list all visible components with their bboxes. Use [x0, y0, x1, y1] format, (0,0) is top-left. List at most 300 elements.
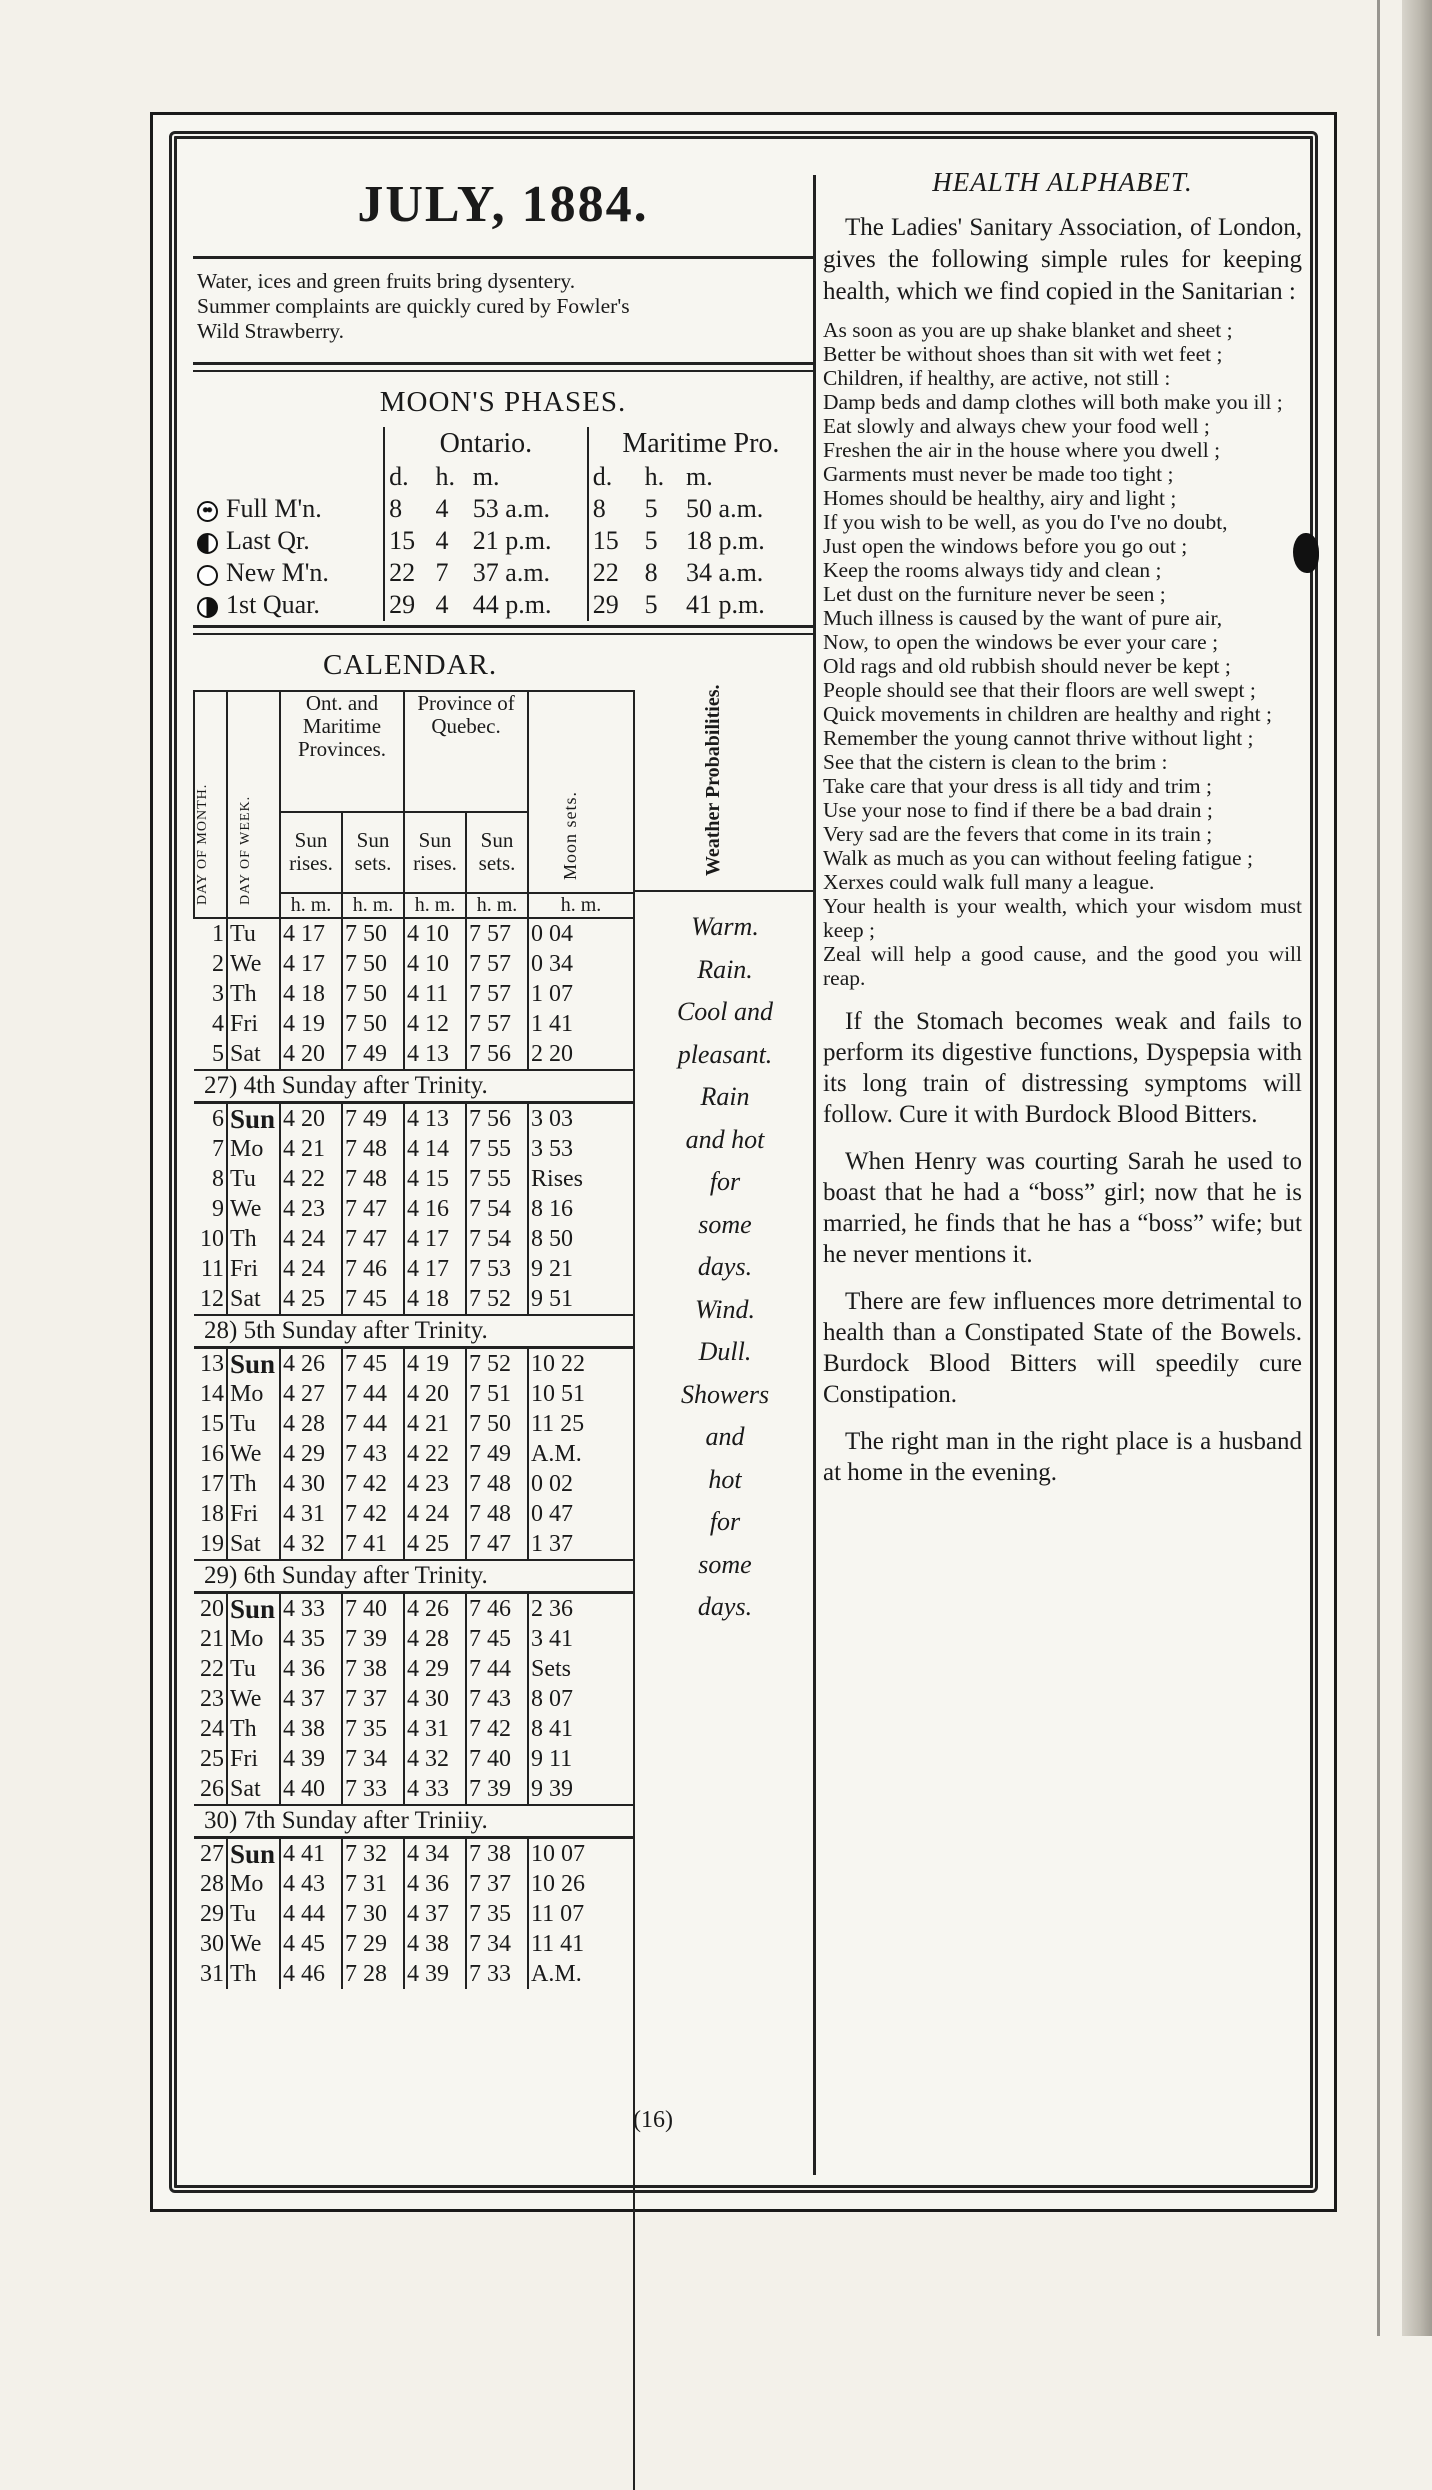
phase-minute: 18 p.m.	[686, 526, 765, 555]
weather-word: and	[705, 1422, 745, 1451]
new-moon-icon	[197, 565, 218, 586]
day-of-week: We	[227, 1684, 280, 1714]
que-sun-set: 7 45	[466, 1624, 528, 1654]
ont-sun-rise: 4 31	[280, 1499, 342, 1529]
day-of-week: Tu	[227, 1654, 280, 1684]
moon-sets: 10 51	[531, 1381, 586, 1407]
que-sun-rise: 4 13	[404, 1103, 466, 1135]
ont-sun-set: 7 39	[342, 1624, 404, 1654]
ont-sun-rise: 4 33	[280, 1593, 342, 1625]
que-sun-rise: 4 12	[404, 1009, 466, 1039]
que-sun-rise: 4 17	[404, 1224, 466, 1254]
calendar-day-row	[194, 1684, 634, 1714]
que-sun-rise: 4 22	[404, 1439, 466, 1469]
health-rule: Very sad are the fevers that come in its train ;	[823, 822, 1213, 846]
health-rule: Remember the young cannot thrive without light ;	[823, 726, 1254, 750]
moon-sets: 0 04	[531, 921, 574, 947]
sun-rises-header: Sun rises.	[280, 812, 342, 893]
left-column	[193, 145, 813, 1989]
ont-sun-set: 7 47	[342, 1224, 404, 1254]
blank-cell	[193, 427, 384, 461]
calendar-day-row	[194, 1654, 634, 1684]
que-sun-rise: 4 17	[404, 1254, 466, 1284]
que-sun-set: 7 57	[466, 1009, 528, 1039]
rule	[193, 362, 813, 372]
ont-sun-set: 7 38	[342, 1654, 404, 1684]
ont-sun-rise: 4 30	[280, 1469, 342, 1499]
day-number: 4	[194, 1009, 227, 1039]
sunday-heading-row	[194, 1560, 634, 1593]
sunday-heading: 27) 4th Sunday after Trinity.	[194, 1070, 634, 1103]
day-number: 30	[194, 1929, 227, 1959]
weather-word: Showers	[680, 1379, 770, 1409]
ont-sun-rise: 4 39	[280, 1744, 342, 1774]
unit-label: d.	[384, 461, 431, 493]
que-sun-rise: 4 18	[404, 1284, 466, 1315]
hm-label: h. m.	[404, 893, 466, 918]
day-of-week: Tu	[227, 1899, 280, 1929]
day-number: 9	[194, 1194, 227, 1224]
quebec-header: Province of Quebec.	[404, 691, 528, 812]
almanac-page	[150, 112, 1337, 2212]
phase-hour: 5	[644, 590, 658, 619]
moon-row	[193, 589, 813, 621]
ont-sun-set: 7 32	[342, 1838, 404, 1870]
day-of-week: Sat	[227, 1529, 280, 1560]
moon-sets: 10 22	[531, 1351, 586, 1377]
first-quarter-icon	[197, 597, 218, 618]
ont-sun-set: 7 30	[342, 1899, 404, 1929]
ont-sun-rise: 4 17	[280, 949, 342, 979]
health-rule: Now, to open the windows be ever your care ;	[823, 630, 1219, 654]
day-of-week: Mo	[227, 1869, 280, 1899]
health-rules	[823, 318, 1302, 990]
moon-sets: 2 36	[531, 1596, 574, 1622]
ont-sun-rise: 4 44	[280, 1899, 342, 1929]
calendar-table	[193, 690, 635, 1989]
calendar	[193, 684, 813, 1989]
last-quarter-icon	[197, 533, 218, 554]
ont-sun-set: 7 34	[342, 1744, 404, 1774]
day-of-week: Th	[227, 1224, 280, 1254]
ont-sun-set: 7 31	[342, 1869, 404, 1899]
que-sun-rise: 4 10	[404, 949, 466, 979]
moon-sets: Rises	[531, 1166, 584, 1192]
ont-sun-rise: 4 25	[280, 1284, 342, 1315]
day-of-week: Th	[227, 979, 280, 1009]
phase-day: 29	[384, 589, 431, 621]
moon-sets: 1 41	[531, 1011, 574, 1037]
weather-word: Cool and	[676, 997, 774, 1026]
weather-word: some	[698, 1549, 752, 1579]
que-sun-rise: 4 38	[404, 1929, 466, 1959]
moon-sets: 11 25	[531, 1411, 585, 1437]
health-rule: Better be without shoes than sit with wet feet ;	[823, 342, 1223, 366]
phase-hour: 5	[644, 526, 658, 555]
day-of-week: Tu	[227, 1409, 280, 1439]
day-of-week: We	[227, 949, 280, 979]
ontario-header: Ont. and Maritime Provinces.	[280, 691, 404, 812]
calendar-day-row	[194, 949, 634, 979]
day-of-week: Sun	[227, 1838, 280, 1870]
health-rule: Take care that your dress is all tidy and trim ;	[823, 774, 1212, 798]
day-number: 7	[194, 1134, 227, 1164]
health-rule: Children, if healthy, are active, not still :	[823, 366, 1171, 390]
que-sun-rise: 4 14	[404, 1134, 466, 1164]
que-sun-set: 7 44	[466, 1654, 528, 1684]
que-sun-rise: 4 36	[404, 1869, 466, 1899]
health-rule: If you wish to be well, as you do I've no doubt,	[823, 510, 1228, 534]
calendar-day-row	[194, 1284, 634, 1315]
ont-sun-rise: 4 19	[280, 1009, 342, 1039]
calendar-day-row	[194, 1744, 634, 1774]
ont-sun-set: 7 48	[342, 1134, 404, 1164]
health-rule: Walk as much as you can without feeling fatigue ;	[823, 846, 1253, 870]
moon-sets: 0 34	[531, 951, 574, 977]
calendar-day-row	[194, 1929, 634, 1959]
health-rule: Old rags and old rubbish should never be kept ;	[823, 654, 1231, 678]
que-sun-set: 7 46	[466, 1593, 528, 1625]
weather-word: for	[709, 1167, 741, 1196]
ont-sun-rise: 4 24	[280, 1254, 342, 1284]
que-sun-set: 7 57	[466, 979, 528, 1009]
weather-word: Dull.	[698, 1337, 752, 1366]
ont-sun-rise: 4 22	[280, 1164, 342, 1194]
stomach-paragraph: If the Stomach becomes weak and fails to perform its digestive functions, Dyspepsia with its long train of distressing symptoms will follow. Cure it with Burdock Blood Bitters.	[823, 1008, 1302, 1128]
ont-sun-rise: 4 26	[280, 1348, 342, 1380]
phase-hour: 4	[435, 526, 449, 555]
calendar-day-row	[194, 1499, 634, 1529]
day-of-week: Mo	[227, 1379, 280, 1409]
day-number: 24	[194, 1714, 227, 1744]
que-sun-rise: 4 29	[404, 1654, 466, 1684]
que-sun-rise: 4 34	[404, 1838, 466, 1870]
health-rule: Your health is your wealth, which your wisdom must keep ;	[823, 894, 1302, 942]
ont-sun-rise: 4 24	[280, 1224, 342, 1254]
phase-day: 8	[384, 493, 431, 525]
ont-sun-set: 7 35	[342, 1714, 404, 1744]
header-label: DAY OF WEEK.	[237, 795, 253, 905]
hm-label: h. m.	[466, 893, 528, 918]
phase-day: 22	[588, 557, 641, 589]
moon-row	[193, 525, 813, 557]
que-sun-rise: 4 33	[404, 1774, 466, 1805]
que-sun-set: 7 57	[466, 918, 528, 949]
sunday-heading: 30) 7th Sunday after Triniiy.	[194, 1805, 634, 1838]
que-sun-rise: 4 23	[404, 1469, 466, 1499]
moon-sets: A.M.	[531, 1961, 582, 1987]
health-rule: Homes should be healthy, airy and light ;	[823, 486, 1177, 510]
health-rule: Use your nose to find if there be a bad drain ;	[823, 798, 1213, 822]
phase-hour: 4	[435, 590, 449, 619]
ont-sun-set: 7 44	[342, 1379, 404, 1409]
health-intro: The Ladies' Sanitary Association, of London, gives the following simple rules for keeping health, which we find copied in the Sanitarian :	[823, 214, 1302, 305]
que-sun-rise: 4 26	[404, 1593, 466, 1625]
calendar-day-row	[194, 1439, 634, 1469]
calendar-day-row	[194, 1039, 634, 1070]
calendar-day-row	[194, 1409, 634, 1439]
que-sun-rise: 4 16	[404, 1194, 466, 1224]
que-sun-set: 7 48	[466, 1469, 528, 1499]
moon-sets: A.M.	[531, 1441, 582, 1467]
que-sun-rise: 4 30	[404, 1684, 466, 1714]
day-number: 16	[194, 1439, 227, 1469]
que-sun-rise: 4 32	[404, 1744, 466, 1774]
right-column	[823, 145, 1302, 1488]
day-number: 3	[194, 979, 227, 1009]
day-of-week: Fri	[227, 1009, 280, 1039]
day-of-week: Sun	[227, 1103, 280, 1135]
phase-name: Full M'n.	[226, 494, 322, 523]
moon-row	[193, 557, 813, 589]
sunday-heading: 29) 6th Sunday after Trinity.	[194, 1560, 634, 1593]
day-number: 13	[194, 1348, 227, 1380]
ont-sun-set: 7 45	[342, 1348, 404, 1380]
ont-sun-rise: 4 17	[280, 918, 342, 949]
health-rule: Damp beds and damp clothes will both make you ill ;	[823, 390, 1283, 414]
phase-day: 15	[384, 525, 431, 557]
phase-hour: 5	[644, 494, 658, 523]
ont-sun-rise: 4 45	[280, 1929, 342, 1959]
moon-sets: 10 07	[531, 1841, 586, 1867]
day-number: 23	[194, 1684, 227, 1714]
health-rule: People should see that their floors are well swept ;	[823, 678, 1256, 702]
calendar-day-row	[194, 979, 634, 1009]
moon-sets: 9 39	[531, 1776, 574, 1802]
calendar-day-row	[194, 1194, 634, 1224]
hm-label: h. m.	[280, 893, 342, 918]
ont-sun-rise: 4 29	[280, 1439, 342, 1469]
phase-name: New M'n.	[226, 558, 329, 587]
ont-sun-set: 7 42	[342, 1499, 404, 1529]
que-sun-set: 7 56	[466, 1039, 528, 1070]
ont-sun-rise: 4 40	[280, 1774, 342, 1805]
month-title: JULY, 1884.	[357, 176, 649, 233]
day-number: 22	[194, 1654, 227, 1684]
weather-word: hot	[708, 1464, 742, 1494]
calendar-day-row	[194, 1254, 634, 1284]
day-number: 17	[194, 1469, 227, 1499]
ont-sun-set: 7 45	[342, 1284, 404, 1315]
health-notice	[193, 256, 813, 358]
ont-sun-set: 7 37	[342, 1684, 404, 1714]
weather-word: Rain	[700, 1082, 750, 1111]
weather-word: days.	[697, 1252, 753, 1281]
weather-word: pleasant.	[677, 1039, 773, 1069]
ont-sun-set: 7 48	[342, 1164, 404, 1194]
que-sun-rise: 4 10	[404, 918, 466, 949]
day-of-week: Sat	[227, 1039, 280, 1070]
phase-hour: 8	[644, 558, 658, 587]
day-number: 11	[194, 1254, 227, 1284]
day-of-week: Mo	[227, 1134, 280, 1164]
day-number: 28	[194, 1869, 227, 1899]
que-sun-set: 7 50	[466, 1409, 528, 1439]
ont-sun-set: 7 41	[342, 1529, 404, 1560]
weather-word: days.	[697, 1592, 753, 1621]
ont-sun-set: 7 46	[342, 1254, 404, 1284]
ont-sun-rise: 4 27	[280, 1379, 342, 1409]
moon-sets: 1 37	[531, 1531, 574, 1557]
ont-sun-set: 7 28	[342, 1959, 404, 1989]
moon-sets: 8 16	[531, 1196, 574, 1222]
que-sun-set: 7 34	[466, 1929, 528, 1959]
moon-sets: 9 51	[531, 1286, 574, 1312]
maritime-heading: Maritime Pro.	[588, 427, 813, 461]
day-of-month-header	[194, 691, 227, 918]
que-sun-set: 7 47	[466, 1529, 528, 1560]
day-of-week-header	[227, 691, 280, 918]
health-rule: Just open the windows before you go out ;	[823, 534, 1188, 558]
blank-cell	[193, 461, 384, 493]
constipation-paragraph: There are few influences more detrimental to health than a Constipated State of the Bowels. Burdock Blood Bitters will speedily cure Constipation.	[823, 1288, 1302, 1408]
day-number: 20	[194, 1593, 227, 1625]
unit-label: m.	[472, 462, 500, 491]
book-spine	[1402, 0, 1432, 2336]
ont-sun-rise: 4 38	[280, 1714, 342, 1744]
que-sun-rise: 4 31	[404, 1714, 466, 1744]
header-label: Moon sets.	[560, 790, 581, 880]
ont-sun-rise: 4 32	[280, 1529, 342, 1560]
que-sun-set: 7 39	[466, 1774, 528, 1805]
ont-sun-set: 7 50	[342, 949, 404, 979]
health-rule: Zeal will help a good cause, and the good you will reap.	[823, 942, 1302, 990]
calendar-day-row	[194, 1134, 634, 1164]
calendar-day-row	[194, 1529, 634, 1560]
que-sun-set: 7 56	[466, 1103, 528, 1135]
notice-line: Wild Strawberry.	[197, 319, 345, 343]
notice-line: Summer complaints are quickly cured by Fowler's	[197, 294, 630, 318]
moon-sets-header	[528, 691, 634, 893]
day-of-week: Sun	[227, 1348, 280, 1380]
moon-sets: 9 11	[531, 1746, 573, 1772]
sunday-heading-row	[194, 1315, 634, 1348]
health-rule: Freshen the air in the house where you dwell ;	[823, 438, 1221, 462]
calendar-day-row	[194, 1774, 634, 1805]
calendar-title: CALENDAR.	[323, 649, 498, 681]
calendar-day-row	[194, 1624, 634, 1654]
moon-sets: 3 53	[531, 1136, 574, 1162]
ont-sun-rise: 4 18	[280, 979, 342, 1009]
weather-word: for	[709, 1507, 741, 1536]
moon-sets: 1 07	[531, 981, 574, 1007]
day-of-week: Sun	[227, 1593, 280, 1625]
day-of-week: Th	[227, 1714, 280, 1744]
ont-sun-set: 7 44	[342, 1409, 404, 1439]
sun-sets-header: Sun sets.	[342, 812, 404, 893]
calendar-day-row	[194, 1103, 634, 1135]
ont-sun-rise: 4 46	[280, 1959, 342, 1989]
health-rule: Garments must never be made too tight ;	[823, 462, 1174, 486]
unit-label: m.	[686, 462, 713, 491]
weather-word: some	[698, 1209, 752, 1239]
ont-sun-set: 7 49	[342, 1039, 404, 1070]
page-number-text: (16)	[633, 2107, 673, 2133]
que-sun-rise: 4 20	[404, 1379, 466, 1409]
calendar-body	[194, 918, 634, 1989]
ont-sun-rise: 4 21	[280, 1134, 342, 1164]
health-rule: Quick movements in children are healthy and right ;	[823, 702, 1272, 726]
day-number: 25	[194, 1744, 227, 1774]
moon-sets: 10 26	[531, 1871, 586, 1897]
que-sun-set: 7 38	[466, 1838, 528, 1870]
ont-sun-rise: 4 35	[280, 1624, 342, 1654]
calendar-day-row	[194, 1959, 634, 1989]
health-rule: Keep the rooms always tidy and clean ;	[823, 558, 1162, 582]
weather-word: and hot	[685, 1124, 765, 1154]
phase-name: Last Qr.	[226, 526, 310, 555]
que-sun-set: 7 42	[466, 1714, 528, 1744]
weather-word: Wind.	[695, 1294, 755, 1324]
full-moon-icon	[197, 501, 218, 522]
weather-word: Rain.	[697, 954, 753, 984]
day-of-week: Th	[227, 1959, 280, 1989]
calendar-day-row	[194, 1714, 634, 1744]
que-sun-rise: 4 19	[404, 1348, 466, 1380]
ont-sun-rise: 4 20	[280, 1039, 342, 1070]
day-number: 2	[194, 949, 227, 979]
calendar-day-row	[194, 1224, 634, 1254]
phase-minute: 41 p.m.	[686, 590, 765, 619]
que-sun-set: 7 35	[466, 1899, 528, 1929]
day-number: 15	[194, 1409, 227, 1439]
moon-sets: 8 41	[531, 1716, 574, 1742]
sun-sets-header: Sun sets.	[466, 812, 528, 893]
que-sun-set: 7 54	[466, 1194, 528, 1224]
health-rule: Much illness is caused by the want of pure air,	[823, 606, 1223, 630]
calendar-day-row	[194, 1009, 634, 1039]
ont-sun-set: 7 50	[342, 979, 404, 1009]
phase-minute: 37 a.m.	[472, 558, 551, 587]
unit-label: d.	[588, 461, 641, 493]
phase-minute: 50 a.m.	[686, 494, 764, 523]
weather-column	[633, 684, 815, 2490]
ont-sun-set: 7 40	[342, 1593, 404, 1625]
moon-sets: Sets	[531, 1656, 572, 1682]
calendar-day-row	[194, 918, 634, 949]
ont-sun-rise: 4 37	[280, 1684, 342, 1714]
que-sun-set: 7 57	[466, 949, 528, 979]
que-sun-set: 7 40	[466, 1744, 528, 1774]
phase-day: 15	[588, 525, 641, 557]
right-man-paragraph: The right man in the right place is a husband at home in the evening.	[823, 1428, 1302, 1486]
phase-name: 1st Quar.	[226, 590, 320, 619]
day-number: 10	[194, 1224, 227, 1254]
weather-word: Warm.	[691, 912, 759, 941]
moon-phases-title: MOON'S PHASES.	[379, 386, 627, 418]
que-sun-rise: 4 28	[404, 1624, 466, 1654]
calendar-day-row	[194, 1348, 634, 1380]
page-number	[633, 2107, 993, 2134]
phase-day: 8	[588, 493, 641, 525]
que-sun-set: 7 33	[466, 1959, 528, 1989]
weather-header	[635, 684, 815, 892]
day-of-week: Fri	[227, 1499, 280, 1529]
day-number: 26	[194, 1774, 227, 1805]
unit-label: h.	[644, 462, 665, 491]
ont-sun-set: 7 47	[342, 1194, 404, 1224]
moon-sets: 3 03	[531, 1106, 574, 1132]
ont-sun-set: 7 43	[342, 1439, 404, 1469]
que-sun-set: 7 52	[466, 1348, 528, 1380]
moon-sets: 8 50	[531, 1226, 574, 1252]
ont-sun-rise: 4 20	[280, 1103, 342, 1135]
health-rule: Let dust on the furniture never be seen ;	[823, 582, 1166, 606]
day-of-week: Fri	[227, 1744, 280, 1774]
day-of-week: Sat	[227, 1284, 280, 1315]
que-sun-set: 7 53	[466, 1254, 528, 1284]
sun-rises-header: Sun rises.	[404, 812, 466, 893]
